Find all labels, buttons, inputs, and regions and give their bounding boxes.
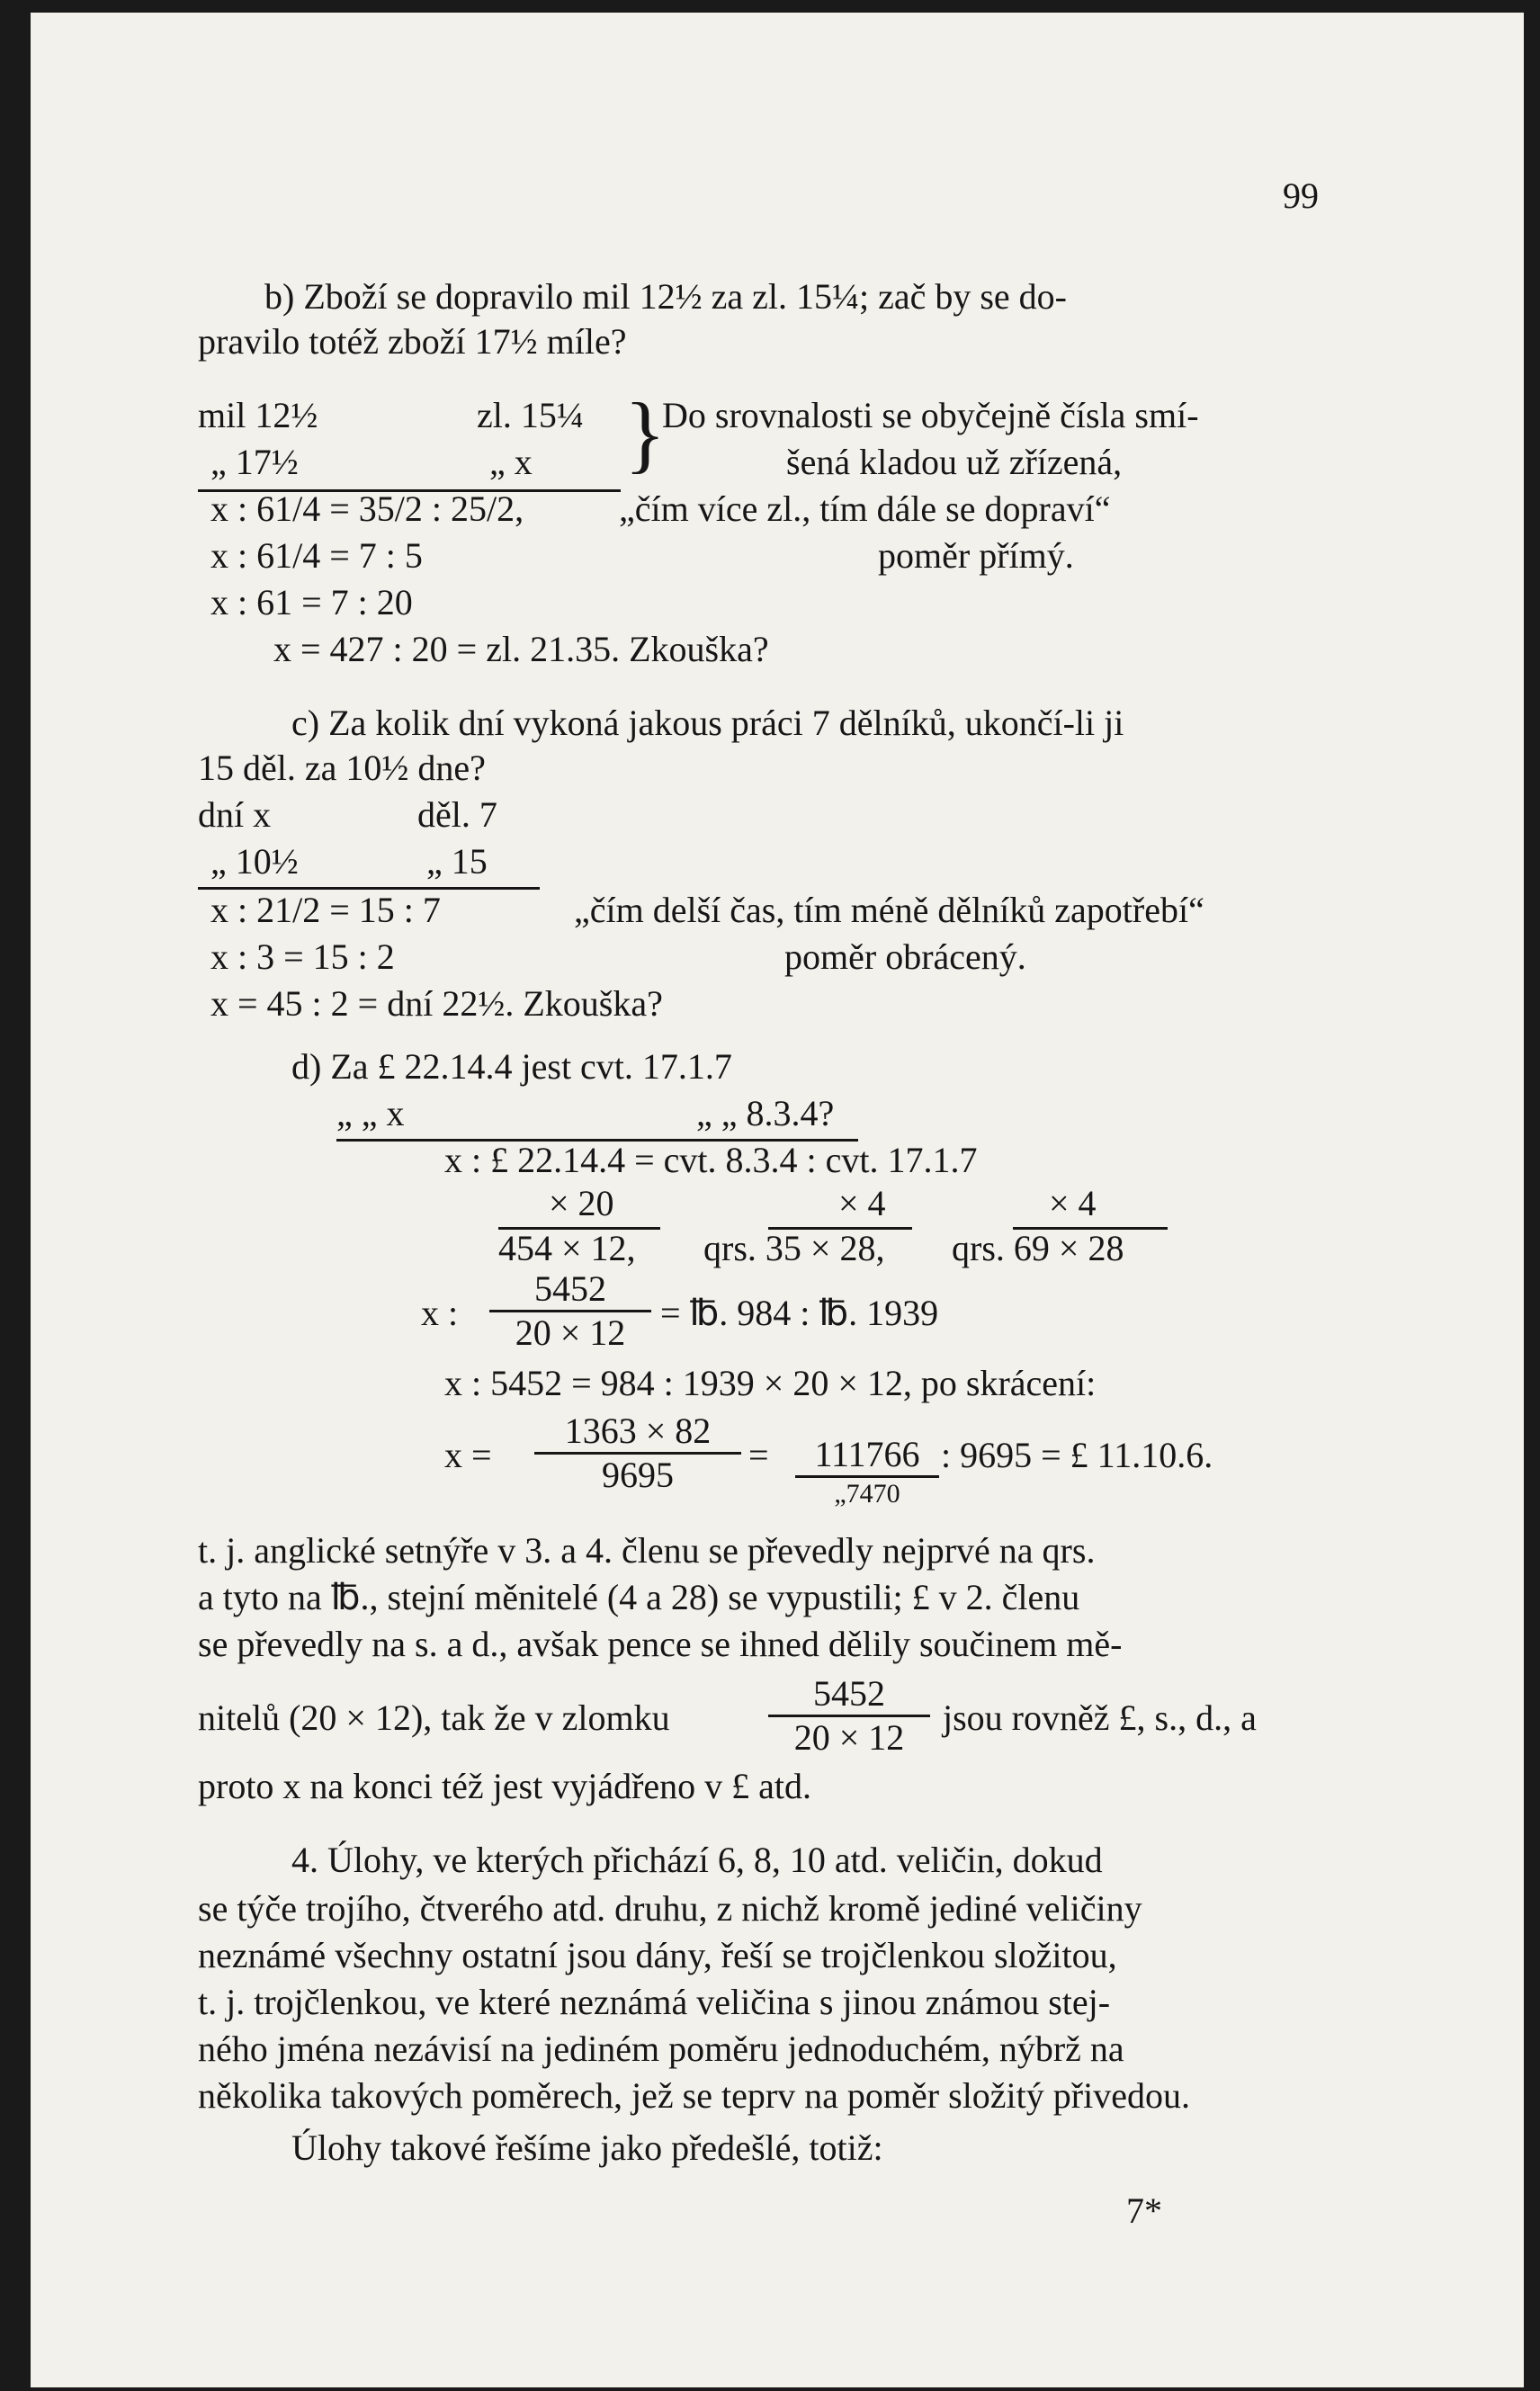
example-d-line-2b: „ „ 8.3.4?: [696, 1093, 835, 1133]
explanation-fraction-denominator: 20 × 12: [793, 1717, 905, 1758]
signature-mark: 7*: [1126, 2190, 1162, 2231]
section4-line-4: t. j. trojčlenkou, ve které neznámá veličina s jinou známou stej-: [198, 1982, 1111, 2022]
example-c-step-3: x = 45 : 2 = dní 22½. Zkouška?: [210, 983, 663, 1024]
example-d-product-1: 454 × 12,: [498, 1228, 636, 1268]
fraction-numerator: 5452: [489, 1268, 651, 1312]
example-c-setup-4: „ 15: [426, 841, 488, 882]
example-d-line-after: x : 5452 = 984 : 1939 × 20 × 12, po skrácení:: [444, 1363, 1097, 1403]
explanation-line-3: se převedly na s. a d., avšak pence se ihned dělily součinem mě-: [198, 1624, 1123, 1664]
section4-line-5: ného jména nezávisí na jediném poměru jednoduchém, nýbrž na: [198, 2028, 1124, 2069]
explanation-line-1: t. j. anglické setnýře v 3. a 4. členu se převedly nejprvé na qrs.: [198, 1530, 1096, 1571]
example-d-multiplier-1: × 20: [549, 1183, 614, 1223]
example-c-setup-2: děl. 7: [417, 794, 497, 835]
result-fraction: [534, 1410, 741, 1496]
example-c-setup-3: „ 10½: [210, 841, 299, 882]
example-c-note-1: „čím delší čas, tím méně dělníků zapotřebí“: [574, 890, 1204, 930]
result-numerator: 1363 × 82: [534, 1410, 741, 1455]
example-b-step-3: x : 61 = 7 : 20: [210, 582, 413, 622]
explanation-line-4-after: jsou rovněž £, s., d., a: [943, 1697, 1257, 1738]
brace-symbol: }: [624, 385, 667, 481]
result-middle-numerator: 111766: [795, 1434, 939, 1478]
explanation-fraction: [768, 1673, 930, 1759]
example-b-note-2: šená kladou už zřízená,: [786, 442, 1123, 482]
example-b-step-4: x = 427 : 20 = zl. 21.35. Zkouška?: [273, 629, 769, 669]
example-c-step-1: x : 21/2 = 15 : 7: [210, 890, 441, 930]
section4-closing: Úlohy takové řešíme jako předešlé, totiž:: [291, 2127, 883, 2168]
example-d-product-2: qrs. 35 × 28,: [703, 1228, 885, 1268]
result-denominator: 9695: [602, 1455, 674, 1495]
example-b-setup-1: mil 12½: [198, 395, 318, 435]
example-b-note-3: „čím více zl., tím dále se dopraví“: [619, 488, 1111, 529]
book-page: [31, 13, 1524, 2387]
explanation-line-5: proto x na konci též jest vyjádřeno v £ atd.: [198, 1766, 812, 1806]
example-c-problem-line1: c) Za kolik dní vykoná jakous práci 7 dělníků, ukončí-li ji: [291, 703, 1124, 743]
example-b-setup-4: „ x: [489, 442, 533, 482]
example-b-note-1: Do srovnalosti se obyčejně čísla smí-: [662, 395, 1199, 435]
example-d-product-3: qrs. 69 × 28: [952, 1228, 1124, 1268]
fraction-5452: [489, 1268, 651, 1354]
example-b-problem-line2: pravilo totéž zboží 17½ míle?: [198, 321, 627, 362]
example-d-line-2a: „ „ x: [336, 1093, 405, 1133]
example-b-step-2: x : 61/4 = 7 : 5: [210, 535, 423, 576]
section4-line-1: 4. Úlohy, ve kterých přichází 6, 8, 10 atd. veličin, dokud: [291, 1840, 1103, 1880]
result-equals: =: [748, 1435, 769, 1475]
result-tail: : 9695 = £ 11.10.6.: [941, 1435, 1213, 1475]
result-middle-fraction: [795, 1434, 939, 1510]
example-d-line-3: x : £ 22.14.4 = cvt. 8.3.4 : cvt. 17.1.7: [444, 1140, 978, 1180]
example-c-problem-line2: 15 děl. za 10½ dne?: [198, 748, 486, 788]
example-d-line-1: d) Za £ 22.14.4 jest cvt. 17.1.7: [291, 1046, 732, 1087]
fraction-rest: = ℔. 984 : ℔. 1939: [660, 1293, 939, 1333]
example-b-note-4: poměr přímý.: [878, 535, 1074, 576]
example-c-step-2: x : 3 = 15 : 2: [210, 936, 395, 977]
fraction-prefix: x :: [421, 1293, 459, 1333]
example-d-multiplier-2: × 4: [838, 1183, 886, 1223]
example-d-multiplier-3: × 4: [1049, 1183, 1097, 1223]
example-b-setup-3: „ 17½: [210, 442, 299, 482]
example-b-step-1: x : 61/4 = 35/2 : 25/2,: [210, 488, 524, 529]
example-c-note-2: poměr obrácený.: [784, 936, 1026, 977]
section4-line-6: několika takových poměrech, jež se teprv na poměr složitý přivedou.: [198, 2075, 1190, 2116]
fraction-denominator: 20 × 12: [515, 1312, 626, 1353]
result-middle-denominator: „7470: [834, 1479, 900, 1509]
explanation-fraction-numerator: 5452: [768, 1673, 930, 1717]
section4-line-2: se týče trojího, čtverého atd. druhu, z nichž kromě jediné veličiny: [198, 1888, 1142, 1929]
section4-line-3: neznámé všechny ostatní jsou dány, řeší se trojčlenkou složitou,: [198, 1935, 1117, 1975]
explanation-line-2: a tyto na ℔., stejní měnitelé (4 a 28) se vypustili; £ v 2. členu: [198, 1577, 1080, 1617]
example-b-problem-line1: b) Zboží se dopravilo mil 12½ za zl. 15¼; zač by se do-: [264, 276, 1067, 317]
example-b-setup-2: zl. 15¼: [477, 395, 584, 435]
result-prefix: x =: [444, 1435, 492, 1475]
explanation-line-4-before: nitelů (20 × 12), tak že v zlomku: [198, 1697, 670, 1738]
page-number: 99: [1283, 175, 1319, 216]
example-c-setup-1: dní x: [198, 794, 272, 835]
